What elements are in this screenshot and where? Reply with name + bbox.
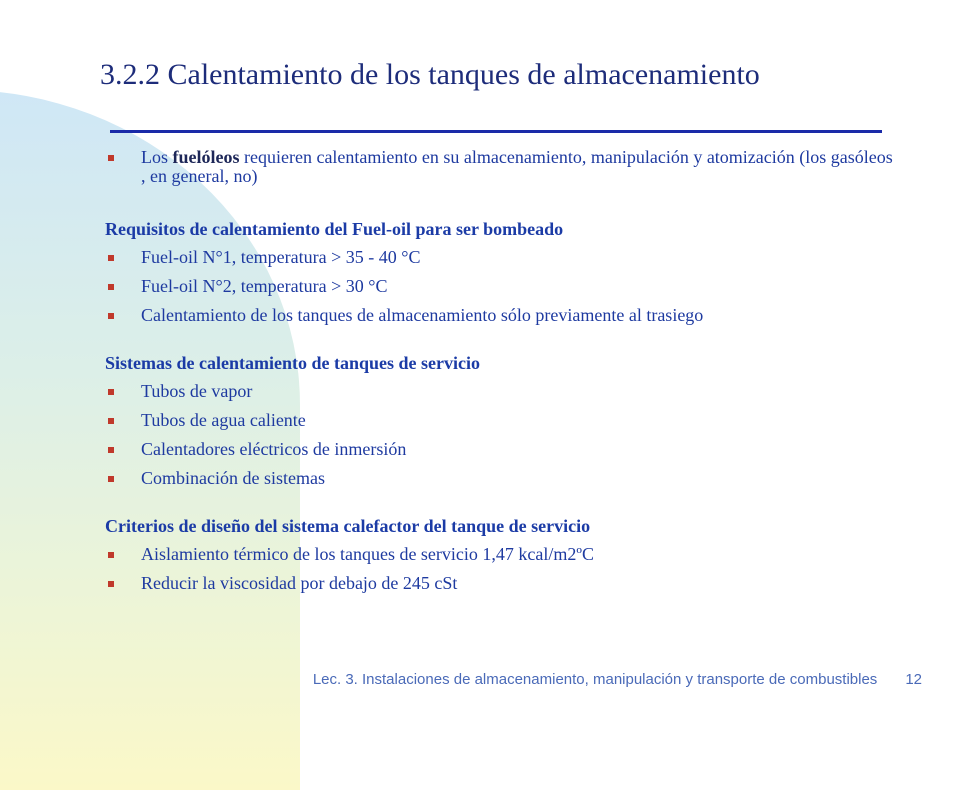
bullet-square-icon	[108, 581, 114, 587]
slide-footer	[313, 671, 922, 688]
footer-text: Lec. 3. Instalaciones de almacenamiento, manipulación y transporte de combustibles	[312, 671, 878, 688]
list-item-text: Combinación de sistemas	[141, 468, 325, 488]
bullet-square-icon	[108, 155, 114, 161]
section-heading-requirements: Requisitos de calentamiento del Fuel-oil para ser bombeado	[105, 219, 564, 239]
bullet-square-icon	[108, 418, 114, 424]
list-item-text: Calentadores eléctricos de inmersión	[141, 439, 407, 459]
list-item-text: Fuel-oil N°2, temperatura > 30 °C	[141, 276, 388, 296]
list-item-text: Fuel-oil N°1, temperatura > 35 - 40 °C	[141, 247, 421, 267]
page-number: 12	[905, 671, 922, 688]
list-item	[105, 440, 895, 459]
list-item	[105, 306, 895, 325]
bullet-square-icon	[108, 313, 114, 319]
section-spacer	[105, 498, 895, 516]
list-item	[105, 411, 895, 430]
list-item-text: Reducir la viscosidad por debajo de 245 cSt	[141, 573, 458, 593]
list-item	[105, 277, 895, 296]
bullet-square-icon	[108, 447, 114, 453]
section-heading-systems: Sistemas de calentamiento de tanques de servicio	[105, 353, 480, 373]
bullet-square-icon	[108, 552, 114, 558]
slide-body	[105, 148, 895, 603]
bullet-square-icon	[108, 255, 114, 261]
intro-prefix: Los	[141, 147, 173, 167]
list-item	[105, 382, 895, 401]
intro-rest: requieren calentamiento en su almacenamiento, manipulación y atomización (los gasóleos , en general, no)	[141, 147, 893, 186]
list-item	[105, 248, 895, 267]
intro-bullet	[105, 148, 895, 186]
list-item-text: Calentamiento de los tanques de almacenamiento sólo previamente al trasiego	[141, 305, 704, 325]
title-underline	[110, 130, 882, 133]
slide-title: 3.2.2 Calentamiento de los tanques de almacenamiento	[100, 58, 760, 91]
bullet-square-icon	[108, 476, 114, 482]
section-heading-design-criteria: Criterios de diseño del sistema calefactor del tanque de servicio	[105, 516, 591, 536]
section-spacer	[105, 335, 895, 353]
intro-highlight: fuelóleos	[172, 147, 240, 167]
list-item-text: Aislamiento térmico de los tanques de servicio 1,47 kcal/m2ºC	[141, 544, 594, 564]
list-item	[105, 469, 895, 488]
list-item	[105, 545, 895, 564]
bullet-square-icon	[108, 284, 114, 290]
list-item	[105, 574, 895, 593]
list-item-text: Tubos de vapor	[141, 381, 253, 401]
list-item-text: Tubos de agua caliente	[141, 410, 306, 430]
bullet-square-icon	[108, 389, 114, 395]
